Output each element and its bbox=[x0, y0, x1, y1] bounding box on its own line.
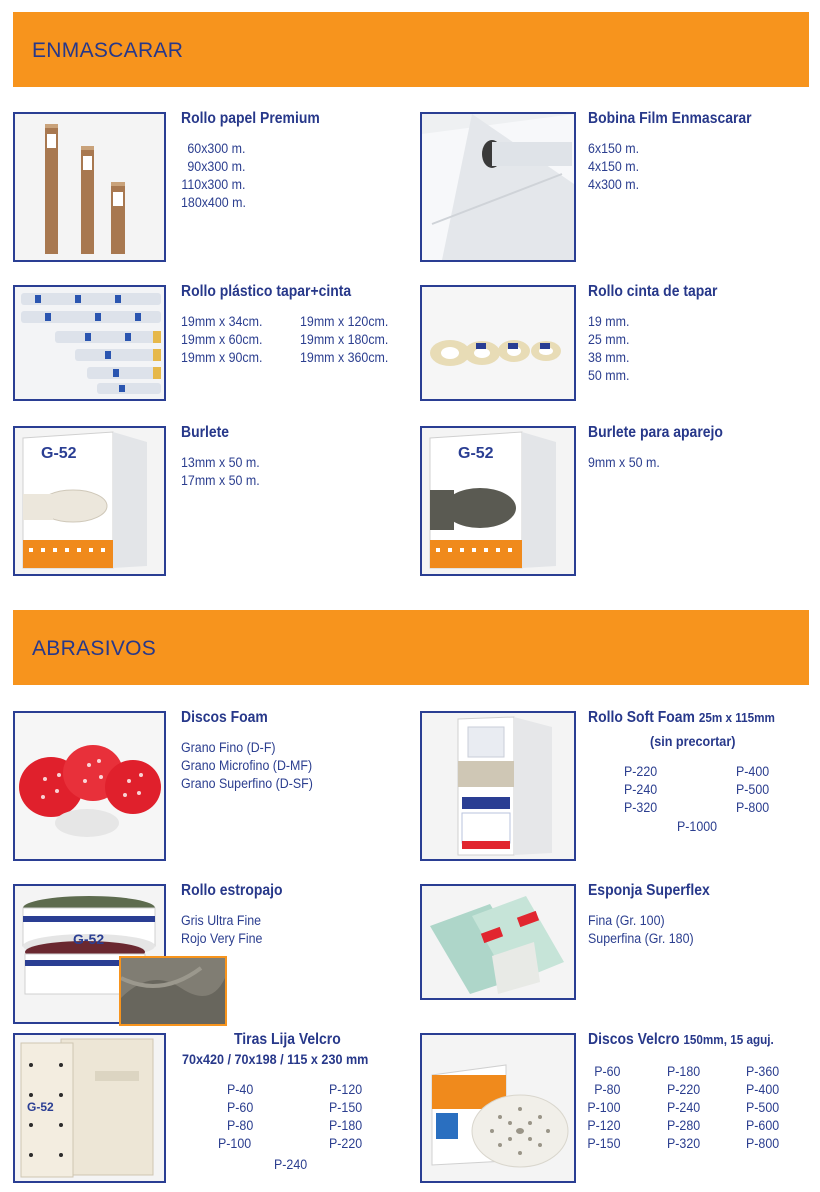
product-title: Rollo plástico tapar+cinta bbox=[181, 283, 352, 300]
product-title: Burlete bbox=[181, 424, 230, 441]
spec-line: P-180 bbox=[329, 1118, 363, 1133]
section-header-enmascarar bbox=[13, 12, 809, 87]
product-title: Rollo papel Premium bbox=[181, 110, 320, 127]
spec-line: P-240 bbox=[667, 1100, 701, 1115]
spec-line: 4x150 m. bbox=[588, 159, 640, 174]
product-image bbox=[420, 426, 576, 576]
spec-line: 38 mm. bbox=[588, 350, 630, 365]
film-roll-icon bbox=[422, 114, 574, 260]
spec-line: 110x300 m. bbox=[181, 177, 246, 192]
product-title bbox=[588, 1031, 774, 1049]
plastic-rolls-icon bbox=[15, 287, 164, 399]
product-image bbox=[13, 1033, 166, 1183]
spec-line: Gris Ultra Fine bbox=[181, 913, 262, 928]
foam-box-icon bbox=[15, 428, 164, 574]
product-title: Burlete para aparejo bbox=[588, 424, 723, 441]
masking-tape-icon bbox=[422, 287, 574, 399]
brand-logo: G-52 bbox=[41, 445, 77, 462]
spec-line: P-320 bbox=[667, 1136, 701, 1151]
product-size: 150mm, 15 aguj. bbox=[683, 1032, 774, 1047]
spec-line: P-150 bbox=[329, 1100, 363, 1115]
spec-line: P-220 bbox=[329, 1136, 363, 1151]
product-name: Discos Velcro bbox=[588, 1031, 680, 1048]
spec-line: 19mm x 180cm. bbox=[300, 332, 389, 347]
spec-line: P-600 bbox=[746, 1118, 780, 1133]
spec-line: 6x150 m. bbox=[588, 141, 640, 156]
spec-line: 90x300 m. bbox=[187, 159, 246, 174]
spec-line: P-400 bbox=[736, 764, 770, 779]
product-image bbox=[13, 711, 166, 861]
detail-image bbox=[119, 956, 227, 1026]
spec-line: P-500 bbox=[736, 782, 770, 797]
spec-line: 17mm x 50 m. bbox=[181, 473, 260, 488]
spec-line: P-500 bbox=[746, 1100, 780, 1115]
foam-discs-icon bbox=[15, 713, 164, 859]
product-image bbox=[420, 884, 576, 1000]
spec-line: Grano Superfino (D-SF) bbox=[181, 776, 313, 791]
spec-line: Grano Fino (D-F) bbox=[181, 740, 276, 755]
spec-line: P-800 bbox=[736, 800, 770, 815]
spec-line: Fina (Gr. 100) bbox=[588, 913, 665, 928]
brand-logo: G-52 bbox=[27, 1100, 54, 1114]
spec-line: P-240 bbox=[624, 782, 658, 797]
product-title: Discos Foam bbox=[181, 709, 268, 726]
spec-line: P-60 bbox=[594, 1064, 621, 1079]
spec-line: 60x300 m. bbox=[187, 141, 246, 156]
spec-line: 50 mm. bbox=[588, 368, 630, 383]
spec-line: P-400 bbox=[746, 1082, 780, 1097]
soft-foam-box-icon bbox=[422, 713, 574, 859]
product-title: Rollo estropajo bbox=[181, 882, 283, 899]
spec-line: P-220 bbox=[624, 764, 658, 779]
spec-line: 19mm x 120cm. bbox=[300, 314, 389, 329]
product-name: Rollo Soft Foam bbox=[588, 709, 695, 726]
spec-line: 4x300 m. bbox=[588, 177, 640, 192]
product-title: Bobina Film Enmascarar bbox=[588, 110, 752, 127]
spec-line: P-100 bbox=[587, 1100, 621, 1115]
spec-line: P-120 bbox=[329, 1082, 363, 1097]
product-image bbox=[420, 285, 576, 401]
paper-roll-icon bbox=[15, 114, 164, 260]
spec-line: 19mm x 60cm. bbox=[181, 332, 263, 347]
spec-line: P-360 bbox=[746, 1064, 780, 1079]
product-size: 25m x 115mm bbox=[698, 710, 775, 725]
brand-logo: G-52 bbox=[458, 445, 494, 462]
spec-line: P-800 bbox=[746, 1136, 780, 1151]
product-image bbox=[420, 1033, 576, 1183]
brand-logo: G-52 bbox=[73, 931, 105, 947]
spec-line: 19mm x 34cm. bbox=[181, 314, 263, 329]
spec-line: Superfina (Gr. 180) bbox=[588, 931, 694, 946]
scouring-texture-icon bbox=[121, 958, 225, 1024]
spec-line: 180x400 m. bbox=[181, 195, 246, 210]
spec-line: P-1000 bbox=[677, 819, 718, 834]
product-title: Rollo cinta de tapar bbox=[588, 283, 718, 300]
sponge-icon bbox=[422, 886, 574, 998]
product-title: Tiras Lija Velcro bbox=[234, 1031, 341, 1048]
spec-line: P-280 bbox=[667, 1118, 701, 1133]
product-title: Esponja Superflex bbox=[588, 882, 710, 899]
product-image bbox=[13, 112, 166, 262]
product-subtitle: (sin precortar) bbox=[650, 733, 736, 749]
spec-line: Rojo Very Fine bbox=[181, 931, 263, 946]
spec-line: P-120 bbox=[587, 1118, 621, 1133]
product-image bbox=[420, 112, 576, 262]
section-title: ABRASIVOS bbox=[32, 637, 157, 660]
section-title: ENMASCARAR bbox=[32, 39, 184, 62]
spec-line: Grano Microfino (D-MF) bbox=[181, 758, 313, 773]
spec-line: 19mm x 90cm. bbox=[181, 350, 263, 365]
spec-line: 19mm x 360cm. bbox=[300, 350, 389, 365]
sanding-strips-icon bbox=[15, 1035, 164, 1181]
spec-line: P-80 bbox=[594, 1082, 621, 1097]
product-image bbox=[420, 711, 576, 861]
velcro-discs-icon bbox=[422, 1035, 574, 1181]
spec-line: P-240 bbox=[274, 1157, 308, 1172]
spec-line: 19 mm. bbox=[588, 314, 630, 329]
section-header-abrasivos bbox=[13, 610, 809, 685]
foam-box-dark-icon bbox=[422, 428, 574, 574]
spec-line: P-100 bbox=[218, 1136, 252, 1151]
spec-line: P-60 bbox=[227, 1100, 254, 1115]
product-image bbox=[13, 285, 166, 401]
spec-line: P-220 bbox=[667, 1082, 701, 1097]
spec-line: P-180 bbox=[667, 1064, 701, 1079]
product-subtitle: 70x420 / 70x198 / 115 x 230 mm bbox=[182, 1051, 369, 1067]
spec-line: P-80 bbox=[227, 1118, 254, 1133]
spec-line: 13mm x 50 m. bbox=[181, 455, 260, 470]
product-title bbox=[588, 709, 775, 727]
spec-line: 9mm x 50 m. bbox=[588, 455, 660, 470]
spec-line: P-320 bbox=[624, 800, 658, 815]
product-image bbox=[13, 426, 166, 576]
spec-line: 25 mm. bbox=[588, 332, 630, 347]
spec-line: P-150 bbox=[587, 1136, 621, 1151]
spec-line: P-40 bbox=[227, 1082, 254, 1097]
